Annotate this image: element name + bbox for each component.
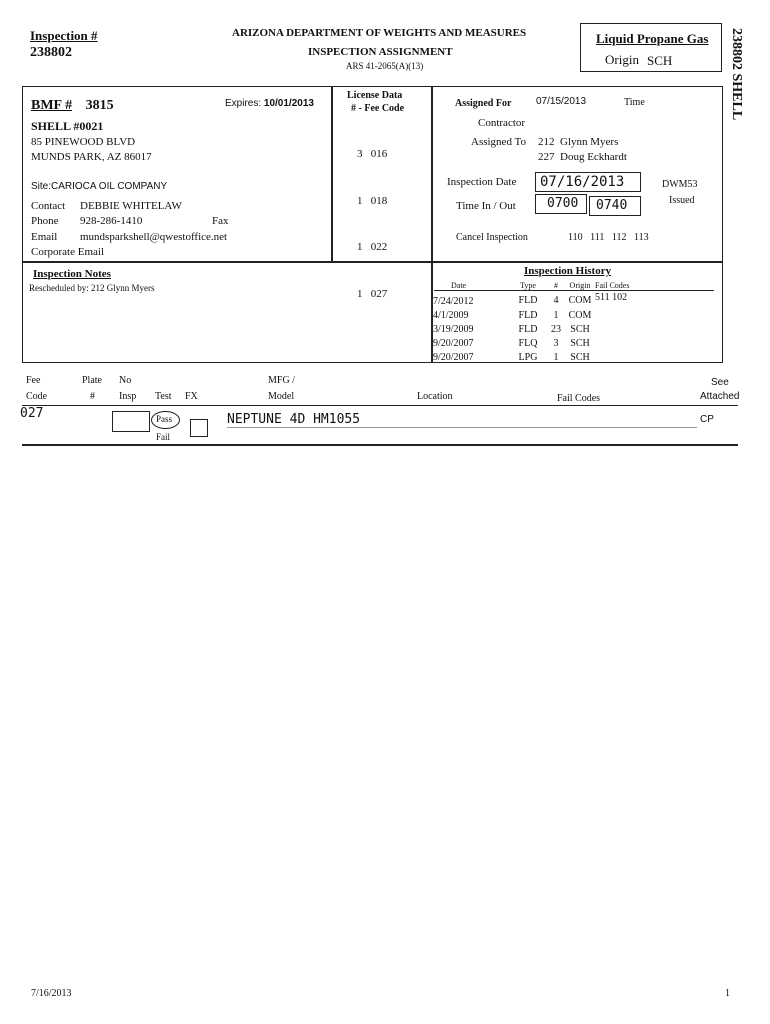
history-table — [433, 278, 629, 364]
table-row — [433, 350, 629, 364]
history-cell-origin: COM — [568, 294, 592, 306]
history-header-fail-codes: Fail Codes — [595, 280, 630, 290]
assigned-for-label: Assigned For — [455, 98, 512, 109]
col-header-no: No — [119, 375, 132, 386]
phone-label: Phone — [31, 215, 59, 227]
history-cell-origin: COM — [568, 309, 592, 321]
col-header-plate-number: # — [90, 391, 95, 402]
contractor-label: Contractor — [478, 117, 526, 129]
inspection-number: 238802 — [30, 45, 72, 60]
department-title: ARIZONA DEPARTMENT OF WEIGHTS AND MEASURES — [232, 27, 527, 39]
history-cell-type: LPG — [518, 351, 538, 363]
history-cell-fail-codes — [595, 322, 629, 336]
issued-label: Issued — [669, 195, 695, 206]
origin-value: SCH — [647, 53, 673, 68]
fx-checkbox[interactable] — [190, 419, 208, 437]
history-header-count: # — [554, 280, 558, 290]
col-header-test: Test — [155, 391, 172, 402]
col-header-fee: Fee — [26, 375, 41, 386]
origin-label: Origin — [605, 52, 639, 67]
history-cell-type: FLQ — [518, 337, 538, 349]
col-header-insp: Insp — [119, 391, 137, 402]
history-cell-date: 4/1/2009 — [433, 309, 469, 321]
see-attached-value: CP — [700, 414, 714, 425]
license-row: 1 027 — [357, 287, 388, 300]
license-data-title: License Data — [347, 90, 403, 101]
model-underline — [227, 427, 697, 428]
fax-label: Fax — [212, 215, 229, 227]
history-cell-count: 1 — [553, 309, 559, 321]
time-out-field[interactable]: 0740 — [589, 196, 641, 216]
history-header-type: Type — [520, 280, 536, 290]
col-header-attached: Attached — [700, 391, 740, 402]
time-label: Time — [624, 97, 645, 108]
license-row: 3 016 — [357, 148, 388, 160]
assignee-2: 227 Doug Eckhardt — [538, 151, 627, 163]
history-cell-count: 1 — [553, 351, 559, 363]
inspection-notes-title: Inspection Notes — [33, 268, 111, 280]
history-cell-fail-codes: 511 102 — [595, 292, 628, 303]
site-name: Site:CARIOCA OIL COMPANY — [31, 181, 168, 192]
fee-code-value: 027 — [20, 406, 44, 421]
statute-reference: ARS 41-2065(A)(13) — [346, 61, 424, 71]
assignee-1: 212 Glynn Myers — [538, 136, 619, 148]
phone-value: 928-286-1410 — [80, 215, 143, 227]
history-cell-date: 3/19/2009 — [433, 323, 474, 335]
inspection-date-field[interactable]: 07/16/2013 — [535, 172, 641, 192]
bmf-label-text: BMF # — [31, 98, 73, 113]
table-row — [433, 322, 629, 336]
table-row — [433, 292, 629, 308]
table-row — [433, 308, 629, 322]
col-header-code: Code — [26, 391, 48, 402]
cancel-codes[interactable]: 110 111 112 113 — [568, 232, 649, 243]
col-header-see: See — [711, 377, 729, 388]
bmf-number: 3815 — [85, 98, 114, 113]
table-row — [433, 336, 629, 350]
col-header-mfg: MFG / — [268, 375, 295, 386]
col-header-plate: Plate — [82, 375, 102, 386]
history-cell-date: 9/20/2007 — [433, 351, 474, 363]
row-rule — [22, 444, 738, 446]
history-cell-count: 3 — [553, 337, 559, 349]
history-cell-type: FLD — [518, 309, 538, 321]
contact-label: Contact — [31, 200, 66, 212]
expires-label: Expires: — [225, 98, 262, 109]
contact-value: DEBBIE WHITELAW — [80, 200, 182, 212]
license-row: 1 022 — [357, 241, 388, 253]
history-cell-type: FLD — [518, 294, 538, 306]
header-rule — [22, 405, 738, 406]
expires-value: 10/01/2013 — [263, 98, 314, 109]
divider — [431, 86, 433, 262]
inspection-date-label: Inspection Date — [447, 176, 517, 188]
fail-label[interactable]: Fail — [156, 432, 171, 442]
corporate-email-label: Corporate Email — [31, 246, 105, 258]
history-header-date: Date — [451, 280, 467, 290]
divider — [331, 86, 333, 262]
business-address-line1: 85 PINEWOOD BLVD — [31, 136, 136, 148]
history-cell-origin: SCH — [570, 323, 590, 335]
col-header-fail-codes: Fail Codes — [557, 393, 601, 404]
footer-date: 7/16/2013 — [31, 988, 72, 999]
history-header-row — [433, 278, 629, 292]
history-cell-type: FLD — [518, 323, 538, 335]
assigned-to-label: Assigned To — [471, 136, 526, 148]
history-header-origin: Origin — [569, 280, 591, 290]
expires-field — [225, 98, 314, 109]
history-cell-date: 7/24/2012 — [433, 295, 474, 307]
assignment-title: INSPECTION ASSIGNMENT — [308, 46, 453, 58]
time-in-field[interactable]: 0700 — [535, 194, 587, 214]
page-number: 1 — [725, 988, 730, 999]
history-cell-fail-codes — [595, 308, 629, 322]
no-insp-field[interactable] — [112, 411, 150, 432]
history-cell-fail-codes — [595, 350, 629, 364]
history-cell-count: 23 — [551, 323, 561, 335]
time-in-out-label: Time In / Out — [456, 200, 516, 212]
bmf-label — [31, 98, 114, 114]
col-header-model: Model — [268, 391, 295, 402]
email-label: Email — [31, 231, 58, 243]
assigned-for-date: 07/15/2013 — [536, 96, 587, 107]
history-cell-origin: SCH — [570, 337, 590, 349]
business-address-line2: MUNDS PARK, AZ 86017 — [31, 151, 152, 163]
history-cell-count: 4 — [553, 294, 559, 306]
dwm-label: DWM53 — [662, 179, 698, 190]
inspection-number-label: Inspection # — [30, 28, 98, 43]
history-cell-origin: SCH — [570, 351, 590, 363]
business-name: SHELL #0021 — [31, 119, 104, 133]
col-header-fx: FX — [185, 391, 198, 402]
mfg-model-value: NEPTUNE 4D HM1055 — [227, 412, 361, 427]
cancel-inspection-label: Cancel Inspection — [456, 232, 528, 243]
license-row: 1 018 — [357, 194, 388, 207]
category-title: Liquid Propane Gas — [596, 31, 709, 46]
history-cell-date: 9/20/2007 — [433, 337, 474, 349]
email-value: mundsparkshell@qwestoffice.net — [80, 231, 228, 243]
pass-label: Pass — [156, 414, 173, 424]
inspection-history-title: Inspection History — [524, 265, 612, 277]
col-header-location: Location — [417, 391, 453, 402]
history-cell-fail-codes — [595, 336, 629, 350]
inspection-notes-text: Rescheduled by: 212 Glynn Myers — [29, 283, 155, 293]
vertical-side-label: 238802 SHELL — [729, 28, 744, 121]
license-data-subtitle: # - Fee Code — [351, 103, 405, 114]
